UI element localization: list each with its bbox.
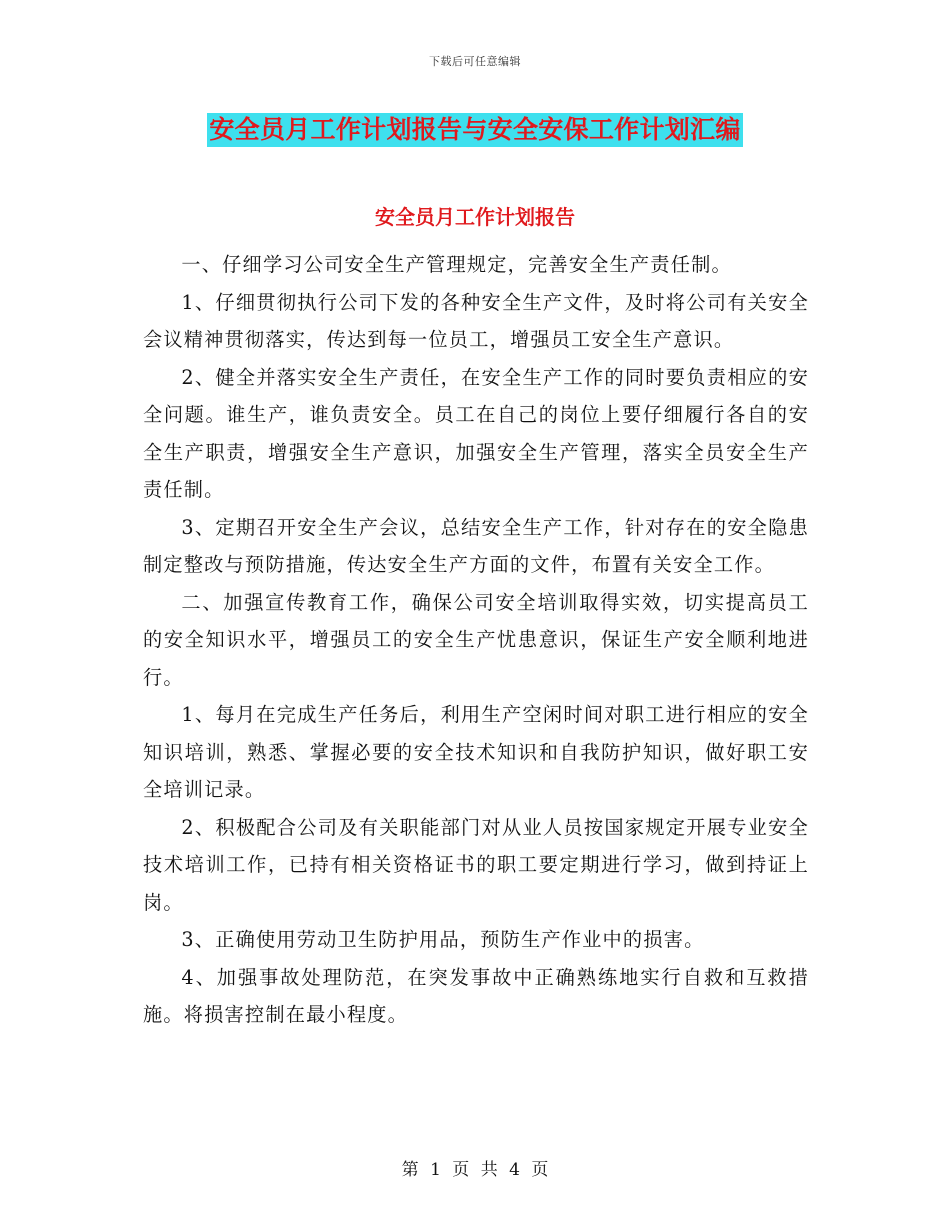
paragraph: 3、定期召开安全生产会议，总结安全生产工作，针对存在的安全隐患制定整改与预防措施，传达安全生产方面的文件，布置有关安全工作。 xyxy=(143,515,809,576)
page-footer: 第 1 页 共 4 页 xyxy=(401,1160,549,1180)
paragraph: 3、正确使用劳动卫生防护用品，预防生产作业中的损害。 xyxy=(181,928,705,951)
header-note: 下载后可任意编辑 xyxy=(429,55,521,68)
document-body xyxy=(143,246,809,1034)
paragraph: 1、仔细贯彻执行公司下发的各种安全生产文件，及时将公司有关安全会议精神贯彻落实，传达到每一位员工，增强员工安全生产意识。 xyxy=(143,290,809,351)
main-title-container xyxy=(0,113,950,147)
paragraph: 2、健全并落实安全生产责任，在安全生产工作的同时要负责相应的安全问题。谁生产，谁负责安全。员工在自己的岗位上要仔细履行各自的安全生产职责，增强安全生产意识，加强安全生产管理，落实全员安全生产责任制。 xyxy=(143,365,809,501)
section-title: 安全员月工作计划报告 xyxy=(375,205,575,229)
paragraph: 1、每月在完成生产任务后，利用生产空闲时间对职工进行相应的安全知识培训，熟悉、掌握必要的安全技术知识和自我防护知识，做好职工安全培训记录。 xyxy=(143,703,809,801)
paragraph: 4、加强事故处理防范，在突发事故中正确熟练地实行自救和互救措施。将损害控制在最小程度。 xyxy=(143,965,809,1026)
main-title: 安全员月工作计划报告与安全安保工作计划汇编 xyxy=(207,113,742,147)
paragraph: 二、加强宣传教育工作，确保公司安全培训取得实效，切实提高员工的安全知识水平，增强员工的安全生产忧患意识，保证生产安全顺利地进行。 xyxy=(143,590,809,689)
paragraph: 一、仔细学习公司安全生产管理规定，完善安全生产责任制。 xyxy=(181,253,732,276)
paragraph: 2、积极配合公司及有关职能部门对从业人员按国家规定开展专业安全技术培训工作，已持有相关资格证书的职工要定期进行学习，做到持证上岗。 xyxy=(143,815,809,914)
